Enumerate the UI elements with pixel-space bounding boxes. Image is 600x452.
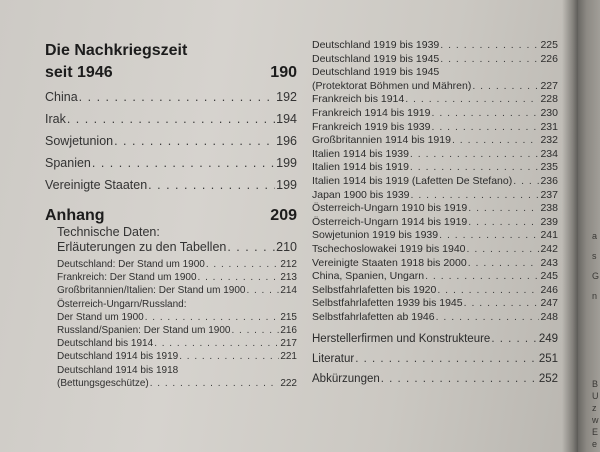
entry-page: 217 (280, 338, 297, 350)
dot-leader (452, 134, 540, 148)
dot-leader (381, 369, 538, 389)
section-page-number: 190 (270, 64, 297, 81)
adjacent-page-glyph: w (592, 415, 599, 425)
toc-entry (312, 80, 558, 94)
dot-leader (231, 324, 279, 337)
entry-page: 213 (280, 272, 297, 284)
entry-label: Österreich-Ungarn 1914 bis 1919 (312, 215, 468, 228)
dot-leader (67, 108, 275, 130)
entry-label: Tschechoslowakei 1919 bis 1940 (312, 243, 466, 255)
entry-label: Italien 1914 bis 1939 (312, 147, 409, 160)
entry-page: 199 (276, 156, 297, 170)
dot-leader (432, 107, 540, 121)
adjacent-page-glyph: z (592, 403, 597, 413)
dot-leader (411, 189, 540, 203)
toc-entry (45, 130, 297, 152)
toc-entry (57, 337, 297, 350)
entry-label: Erläuterungen zu den Tabellen (57, 240, 227, 254)
entry-page: 221 (280, 351, 297, 363)
dot-leader (410, 148, 540, 162)
dot-leader (148, 174, 275, 196)
dot-leader (114, 130, 275, 152)
toc-entry (312, 202, 558, 216)
entry-page: 230 (540, 107, 558, 119)
entry-label: Österreich-Ungarn/Russland: (57, 298, 187, 310)
dot-leader (437, 284, 539, 298)
section-page-number: 209 (270, 207, 297, 224)
entry-label: Deutschland 1914 bis 1918 (57, 364, 179, 376)
entry-page: 246 (540, 283, 558, 296)
entry-page: 242 (540, 243, 558, 255)
entry-page: 216 (280, 325, 297, 336)
entry-label: Vereinigte Staaten 1918 bis 2000 (312, 256, 467, 269)
entry-page: 249 (538, 333, 558, 345)
section-title-anhang (45, 207, 297, 225)
entry-page: 239 (540, 215, 558, 228)
dot-leader (472, 80, 539, 94)
entry-label: Deutschland 1914 bis 1919 (57, 351, 179, 363)
toc-entry (312, 121, 558, 135)
dot-leader (355, 349, 538, 369)
entry-page: 226 (540, 52, 558, 65)
toc-entry (57, 324, 297, 337)
entry-page: 214 (280, 285, 297, 297)
toc-entry (45, 174, 297, 196)
entry-label: Selbstfahrlafetten ab 1946 (312, 311, 435, 323)
entry-label: Vereinigte Staaten (45, 178, 148, 192)
dot-leader (79, 86, 275, 108)
entry-label: Frankreich 1919 bis 1939 (312, 120, 431, 133)
dot-leader (436, 311, 540, 325)
entry-label: Sowjetunion 1919 bis 1939 (312, 229, 439, 242)
entry-page: 241 (540, 229, 558, 242)
entry-label: Spanien (45, 156, 91, 170)
dot-leader (440, 53, 539, 67)
entry-label: (Protektorat Böhmen und Mähren) (312, 79, 472, 92)
dot-leader (410, 161, 540, 175)
adjacent-page-glyph: B (592, 379, 599, 389)
toc-entry (312, 66, 558, 80)
entry-page: 238 (540, 202, 558, 215)
dot-leader (513, 175, 539, 189)
entry-label: (Bettungsgeschütze) (57, 377, 149, 389)
dot-leader (179, 350, 279, 363)
dot-leader (206, 258, 279, 271)
dot-leader (468, 257, 540, 271)
entry-page: 215 (280, 311, 297, 323)
toc-entry (312, 93, 558, 107)
entry-page: 235 (540, 161, 558, 174)
entry-label: Deutschland: Der Stand um 1900 (57, 259, 205, 270)
entry-label: Literatur (312, 353, 355, 365)
entry-page: 232 (540, 134, 558, 147)
adjacent-page-glyph: n (592, 291, 598, 301)
entry-label: Italien 1914 bis 1919 (312, 161, 409, 174)
entry-label: Irak (45, 112, 66, 126)
entry-label: Deutschland 1919 bis 1945 (312, 52, 440, 65)
entry-page: 248 (540, 311, 558, 323)
entry-label: China (45, 90, 78, 104)
entry-page: 212 (280, 259, 297, 270)
entry-label: Österreich-Ungarn 1910 bis 1919 (312, 202, 468, 215)
entry-label: Italien 1914 bis 1919 (Lafetten De Stefano) (312, 175, 513, 187)
entry-label: Großbritannien 1914 bis 1919 (312, 134, 451, 147)
toc-entry (312, 311, 558, 325)
dot-leader (464, 297, 540, 311)
entry-page: 228 (540, 93, 558, 106)
entry-label: China, Spanien, Ungarn (312, 270, 425, 283)
dot-leader (440, 39, 539, 53)
entry-page: 192 (276, 90, 297, 104)
entry-label: Frankreich: Der Stand um 1900 (57, 272, 197, 284)
section-title-line2: seit 1946 (45, 64, 113, 81)
adjacent-page-glyph: s (592, 251, 597, 261)
entry-page: 194 (276, 112, 297, 126)
toc-entry (45, 152, 297, 174)
toc-entry (57, 350, 297, 363)
toc-entry (57, 377, 297, 390)
entry-label: Deutschland bis 1914 (57, 338, 154, 350)
toc-entry (312, 189, 558, 203)
toc-entry (312, 229, 558, 243)
toc-entry (57, 271, 297, 284)
toc-entry (312, 297, 558, 311)
entry-label: Herstellerfirmen und Konstrukteure (312, 333, 491, 345)
entry-label: Frankreich bis 1914 (312, 93, 405, 106)
toc-entry (312, 107, 558, 121)
toc-entry (57, 298, 297, 311)
tech-data-heading (57, 225, 297, 240)
entry-page: 251 (538, 353, 558, 365)
dot-leader (154, 337, 279, 350)
entry-page: 196 (276, 134, 297, 148)
toc-entry (57, 258, 297, 271)
adjacent-page-glyph: G (592, 271, 600, 281)
dot-leader (405, 93, 539, 107)
adjacent-page-edge (578, 0, 600, 452)
section-title: Anhang (45, 207, 105, 224)
toc-entry (312, 161, 558, 175)
toc-entry (312, 134, 558, 148)
toc-entry (312, 243, 558, 257)
entry-label: Deutschland 1919 bis 1939 (312, 39, 440, 51)
toc-entry (45, 108, 297, 130)
entry-label: Sowjetunion (45, 134, 114, 148)
dot-leader (468, 216, 539, 230)
entry-label: Abkürzungen (312, 373, 380, 385)
entry-page: 247 (540, 297, 558, 310)
entry-label: Deutschland 1919 bis 1945 (312, 66, 440, 79)
dot-leader (439, 229, 539, 243)
entry-page: 236 (540, 175, 558, 187)
dot-leader (432, 121, 540, 135)
toc-entry (312, 148, 558, 162)
dot-leader (145, 311, 280, 324)
entry-label: Frankreich 1914 bis 1919 (312, 107, 431, 119)
entry-label: Selbstfahrlafetten 1939 bis 1945 (312, 297, 463, 310)
entry-page: 199 (276, 178, 297, 192)
tech-data-line1: Technische Daten: (57, 225, 160, 239)
toc-entry (312, 329, 558, 349)
toc-entry (312, 349, 558, 369)
entry-page: 227 (540, 79, 558, 92)
toc-entry (312, 369, 558, 389)
dot-leader (246, 284, 279, 297)
toc-entry (57, 311, 297, 324)
dot-leader (150, 377, 280, 390)
dot-leader (491, 329, 537, 349)
toc-entry-erlaeuterungen (57, 240, 297, 255)
dot-leader (92, 152, 275, 174)
entry-label: Russland/Spanien: Der Stand um 1900 (57, 325, 231, 336)
toc-entry (312, 284, 558, 298)
section-title-line1: Die Nachkriegszeit (45, 42, 188, 59)
entry-label: Großbritannien/Italien: Der Stand um 1900 (57, 285, 246, 297)
toc-entry (312, 39, 558, 53)
adjacent-page-glyph: a (592, 231, 598, 241)
toc-entry (312, 175, 558, 189)
entry-page: 231 (540, 120, 558, 133)
toc-entry (57, 364, 297, 377)
section-title-nachkriegszeit-line2 (45, 64, 297, 82)
dot-leader (425, 270, 539, 284)
entry-page: 245 (540, 270, 558, 283)
adjacent-page-glyph: e (592, 439, 598, 449)
dot-leader (227, 240, 275, 255)
toc-entry (312, 216, 558, 230)
section-title-nachkriegszeit (45, 42, 297, 60)
toc-entry (45, 86, 297, 108)
entry-page: 243 (540, 256, 558, 269)
entry-label: Der Stand um 1900 (57, 311, 144, 323)
dot-leader (468, 202, 539, 216)
dot-leader (198, 271, 280, 284)
adjacent-page-glyph: U (592, 391, 599, 401)
entry-label: Japan 1900 bis 1939 (312, 188, 410, 201)
toc-entry (312, 257, 558, 271)
entry-page: 234 (540, 147, 558, 160)
entry-page: 225 (540, 39, 558, 51)
adjacent-page-glyph: E (592, 427, 599, 437)
entry-page: 237 (540, 188, 558, 201)
dot-leader (467, 243, 540, 257)
toc-entry (57, 284, 297, 297)
entry-page: 222 (280, 377, 297, 389)
entry-page: 252 (538, 373, 558, 385)
entry-page: 210 (276, 240, 297, 254)
toc-entry (312, 53, 558, 67)
toc-entry (312, 270, 558, 284)
entry-label: Selbstfahrlafetten bis 1920 (312, 283, 437, 296)
